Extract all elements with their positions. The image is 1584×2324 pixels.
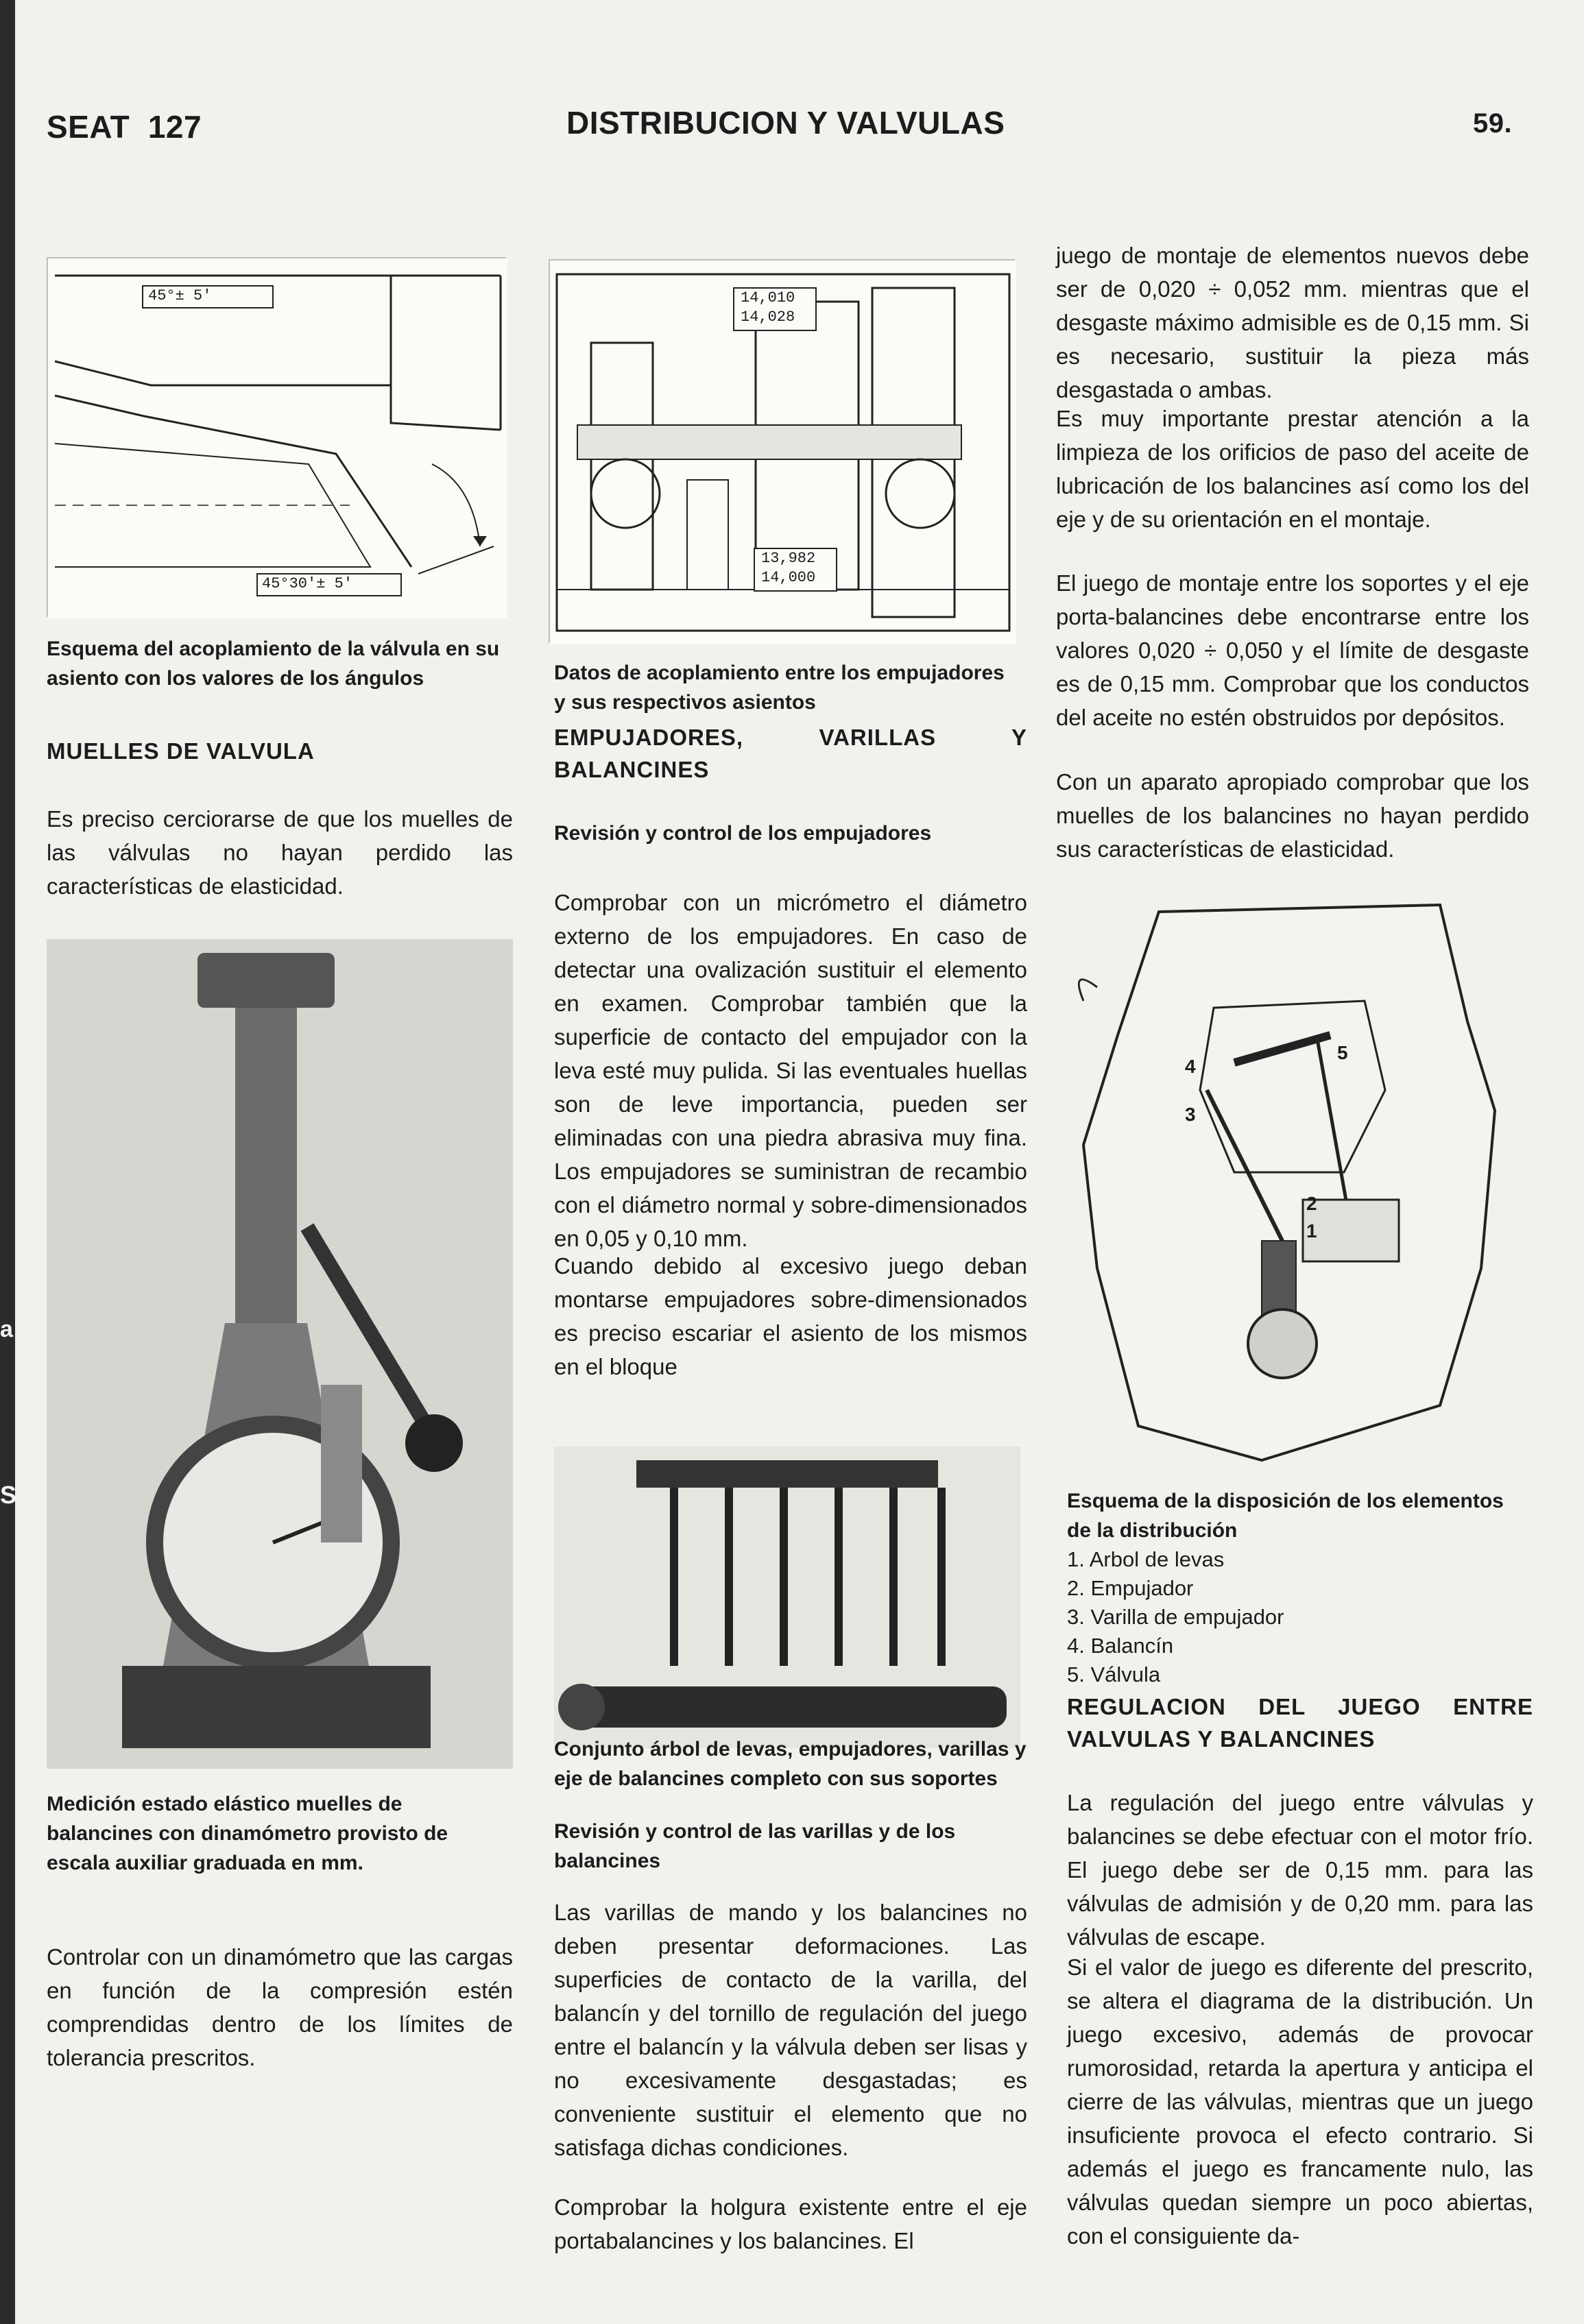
col3-paragraph-3: El juego de montaje entre los soportes y el eje porta-balancines debe encontrarse entre los valores 0,020 ÷ 0,050 y el límite de desgaste es de 0,15 mm. Comprobar que los conductos del aceite no estén obstruidos por depósitos. [1056, 570, 1529, 730]
camshaft-assembly-photo [554, 1447, 1020, 1748]
tappet-inspection-title: Revisión y control de los empujadores [554, 822, 932, 845]
rods-paragraph-2: Comprobar la holgura existente entre el eje portabalancines y los balancines. El [554, 2194, 1027, 2253]
angle-label-top: 45°± 5' [148, 287, 212, 304]
page-edge-shadow [0, 0, 15, 2324]
col3-paragraph-1: juego de montaje de elementos nuevos debe ser de 0,020 ÷ 0,052 mm. mientras que el desgaste máximo admisible es de 0,15 mm. Si es necesario, sustituir la pieza más desgastada o ambas. [1056, 243, 1529, 402]
rods-paragraph-1: Las varillas de mando y los balancines no deben presentar deformaciones. Las superficies de contacto de la varilla, del balancín y del tornillo de regulación del juego entre el balancín y la válvula deben ser lisas y no excesivamente desgastadas; es conveniente sustituir el elemento que no satisfaga dichas condiciones. [554, 1900, 1027, 2160]
dynamometer-drawing [47, 939, 513, 1769]
rods-inspection-title: Revisión y control de las varillas y de los balancines [554, 1820, 956, 1872]
valvetrain-drawing [1056, 884, 1529, 1474]
tappet-paragraph-2: Cuando debido al excesivo juego deban montarse empujadores sobre-dimensionados es preciso escariar el asiento de los mismos en el bloque [554, 1253, 1027, 1379]
valve-springs-title: MUELLES DE VALVULA [47, 738, 315, 764]
bore-dim-2: 14,028 [741, 308, 795, 326]
dynamometer-paragraph: Controlar con un dinamómetro que las cargas en función de la compresión estén comprendidas dentro de los límites de tolerancia prescritos. [47, 1944, 513, 2070]
legend-item: 3. Varilla de empujador [1067, 1605, 1284, 1629]
legend-item: 4. Balancín [1067, 1634, 1174, 1658]
tappet-paragraph-1: Comprobar con un micrómetro el diámetro externo de los empujadores. En caso de detectar una ovalización sustituir el elemento en examen. Comprobar también que la superficie de contacto del empujador con la leva esté muy pulida. Si las eventuales huellas son de leve importancia, pueden ser eliminadas con una piedra abrasiva muy fina. Los empujadores se suministran de recambio con el diámetro normal y sobre-dimensionados en 0,05 y 0,10 mm. [554, 890, 1027, 1251]
camshaft-caption: Conjunto árbol de levas, empujadores, varillas y eje de balancines completo con sus soportes [554, 1738, 1027, 1790]
callout-4: 4 [1185, 1056, 1196, 1077]
tappet-fit-caption: Datos de acoplamiento entre los empujadores y sus respectivos asientos [554, 662, 1005, 714]
page-number: 59. [1473, 108, 1513, 138]
valve-seat-diagram [47, 257, 506, 617]
valvetrain-caption: Esquema de la disposición de los elementos de la distribución [1067, 1490, 1504, 1542]
tappet-dim-2: 14,000 [761, 569, 816, 586]
callout-3: 3 [1185, 1104, 1196, 1125]
valve-seat-caption: Esquema del acoplamiento de la válvula en su asiento con los valores de los ángulos [47, 638, 500, 690]
camshaft-drawing [554, 1447, 1020, 1748]
tappet-dim-1: 13,982 [761, 550, 816, 567]
valve-clearance-title: REGULACION DEL JUEGO ENTRE VALVULAS Y BALANCINES [1067, 1694, 1533, 1752]
callout-2: 2 [1306, 1193, 1317, 1214]
margin-letter-s: S [0, 1481, 17, 1509]
bore-dim-1: 14,010 [741, 289, 795, 306]
margin-letter-a: a [0, 1316, 13, 1342]
legend-item: 5. Válvula [1067, 1662, 1161, 1686]
header-title: DISTRIBUCION Y VALVULAS [566, 105, 1005, 141]
tappets-rods-title: EMPUJADORES, VARILLAS Y BALANCINES [554, 725, 1027, 782]
col3-paragraph-2: Es muy importante prestar atención a la limpieza de los orificios de paso del aceite de lubricación de los balancines así como los del eje y de su orientación en el montaje. [1056, 406, 1529, 532]
valve-clearance-paragraph-1: La regulación del juego entre válvulas y balancines se debe efectuar con el motor frío. El juego debe ser de 0,15 mm. para las válvulas de admisión y de 0,20 mm. para las válvulas de escape. [1067, 1790, 1533, 1950]
angle-label-bottom: 45°30'± 5' [262, 575, 353, 592]
tappet-fit-diagram [549, 259, 1015, 643]
valve-springs-paragraph: Es preciso cerciorarse de que los muelles de las válvulas no hayan perdido las características de elasticidad. [47, 806, 513, 899]
col3-paragraph-4: Con un aparato apropiado comprobar que los muelles de los balancines no hayan perdido sus características de elasticidad. [1056, 769, 1529, 862]
legend-item: 2. Empujador [1067, 1576, 1194, 1600]
valvetrain-diagram [1056, 884, 1529, 1474]
callout-5: 5 [1337, 1042, 1348, 1063]
dynamometer-photo [47, 939, 513, 1769]
legend-item: 1. Arbol de levas [1067, 1547, 1225, 1571]
valve-seat-drawing [48, 258, 507, 618]
header-left: SEAT 127 [47, 109, 202, 145]
dynamometer-caption: Medición estado elástico muelles de balancines con dinamómetro provisto de escala auxiliar graduada en mm. [47, 1793, 448, 1874]
valve-clearance-paragraph-2: Si el valor de juego es diferente del prescrito, se altera el diagrama de la distribución. Un juego excesivo, además de provocar rumorosidad, retarda la apertura y anticipa el cierre de las válvulas, mientras que un juego insuficiente provoca el efecto contrario. Si además el juego es francamente nulo, las válvulas quedan siempre un poco abiertas, con el consiguiente da- [1067, 1954, 1533, 2249]
callout-1: 1 [1306, 1220, 1317, 1242]
